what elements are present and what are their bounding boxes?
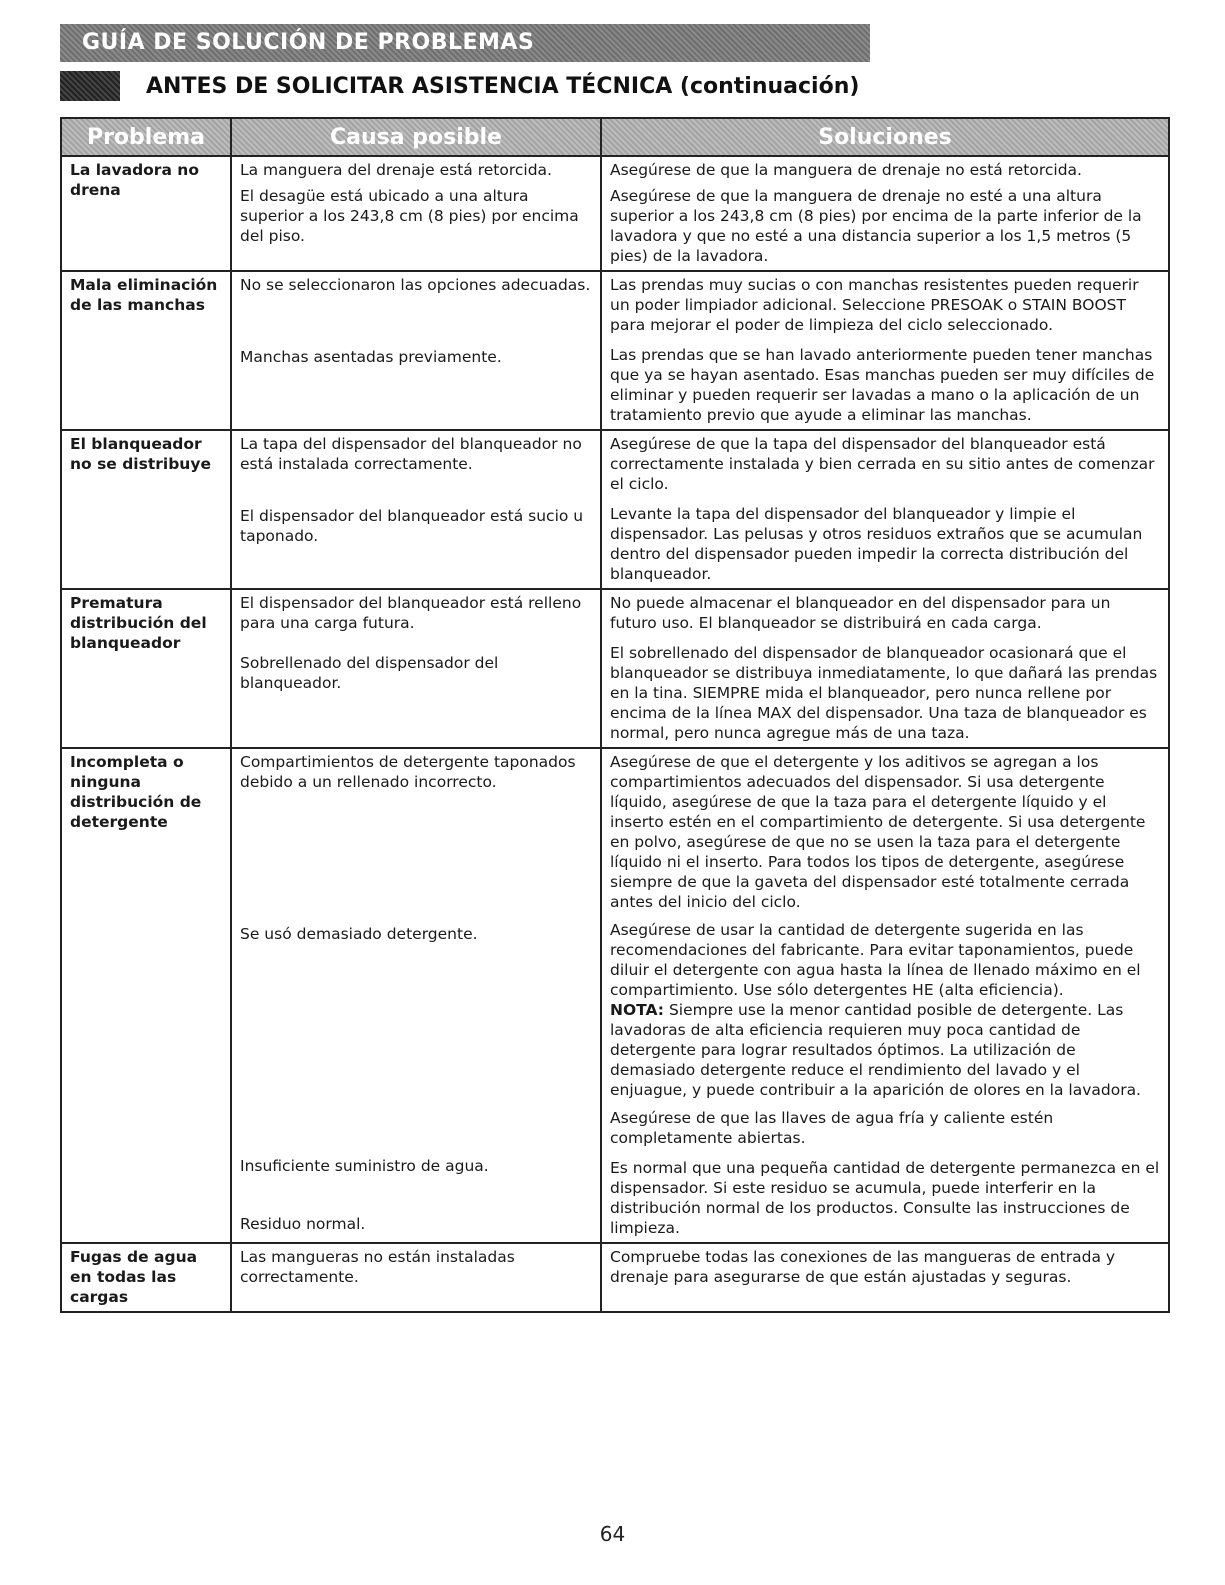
solution-cell	[601, 271, 1169, 430]
note-paragraph	[610, 1000, 1160, 1100]
table-row	[61, 271, 1169, 430]
solution-cell	[601, 748, 1169, 1243]
solution-text: No puede almacenar el blanqueador en del dispensador para un futuro uso. El blanqueador se distribuirá en cada carga.	[610, 594, 1111, 632]
cause-cell	[231, 748, 601, 1243]
note-label: NOTA:	[610, 1001, 665, 1019]
solution-text: Es normal que una pequeña cantidad de detergente permanezca en el dispensador. Si este residuo se acumula, puede interferir en la distribución normal de los productos. Consulte las instrucciones de limpieza.	[610, 1159, 1160, 1237]
solution-text: Asegúrese de que el detergente y los aditivos se agregan a los compartimientos adecuados del dispensador. Si usa detergente líquido, asegúrese de que la taza para el detergente líquido y el inserto estén en el compartimiento de detergente. Si usa detergente en polvo, asegúrese de que no se usen la taza para el detergente líquido ni el inserto. Para todos los tipos de detergente, asegúrese siempre de que la gaveta del dispensador esté totalmente cerrada antes del inicio del ciclo.	[610, 753, 1146, 911]
solution-text: Las prendas muy sucias o con manchas resistentes pueden requerir un poder limpiador adicional. Seleccione PRESOAK o STAIN BOOST para mejorar el poder de limpieza del ciclo seleccionado.	[610, 276, 1139, 334]
problem-cell: Fugas de agua en todas las cargas	[61, 1243, 231, 1312]
cause-text: La manguera del drenaje está retorcida.	[240, 161, 552, 179]
table-header-row	[61, 118, 1169, 156]
troubleshooting-table	[60, 117, 1170, 1313]
cause-text: El desagüe está ubicado a una altura superior a los 243,8 cm (8 pies) por encima del piso.	[240, 187, 579, 245]
problem-cell: La lavadora no drena	[61, 156, 231, 271]
subheader	[60, 66, 859, 106]
cause-text: Insuficiente suministro de agua.	[240, 1157, 489, 1175]
table-row	[61, 589, 1169, 748]
solution-text: Las prendas que se han lavado anteriormente pueden tener manchas que ya se hayan asentado. Esas manchas pueden ser muy difíciles de eliminar y pueden requerir ser lavadas a mano o la aplicación de un tratamiento previo que ayude a eliminar las manchas.	[610, 346, 1155, 424]
subheader-title: ANTES DE SOLICITAR ASISTENCIA TÉCNICA (continuación)	[146, 73, 860, 99]
table-row	[61, 1243, 1169, 1312]
solution-cell	[601, 1243, 1169, 1312]
solution-cell	[601, 589, 1169, 748]
column-header-solution: Soluciones	[601, 118, 1169, 156]
solution-text: Levante la tapa del dispensador del blanqueador y limpie el dispensador. Las pelusas y otros residuos extraños que se acumulan dentro del dispensador pueden impedir la correcta distribución del blanqueador.	[610, 505, 1143, 583]
solution-cell	[601, 430, 1169, 589]
cause-cell	[231, 430, 601, 589]
cause-text: La tapa del dispensador del blanqueador no está instalada correctamente.	[240, 435, 582, 473]
cause-text: El dispensador del blanqueador está sucio u taponado.	[240, 507, 584, 545]
problem-cell: Prematura distribución del blanqueador	[61, 589, 231, 748]
cause-cell	[231, 1243, 601, 1312]
cause-text: Manchas asentadas previamente.	[240, 348, 502, 366]
page-number: 64	[599, 1522, 626, 1546]
solution-text: Asegúrese de que la tapa del dispensador del blanqueador está correctamente instalada y bien cerrada en su sitio antes de comenzar el ciclo.	[610, 435, 1155, 493]
table-row	[61, 430, 1169, 589]
solution-text: Asegúrese de que la manguera de drenaje no esté a una altura superior a los 243,8 cm (8 pies) por encima de la parte inferior de la lavadora y que no esté a una distancia superior a los 1,5 metros (5 pies) de la lavadora.	[610, 187, 1142, 265]
note-text: Siempre use la menor cantidad posible de detergente. Las lavadoras de alta eficiencia requieren muy poca cantidad de detergente para lograr resultados óptimos. La utilización de demasiado detergente reduce el rendimiento del lavado y el enjuague, y puede contribuir a la aparición de olores en la lavadora.	[610, 1001, 1141, 1099]
cause-cell	[231, 271, 601, 430]
section-marker-square	[60, 71, 120, 101]
cause-text: Compartimientos de detergente taponados debido a un rellenado incorrecto.	[240, 753, 576, 791]
cause-cell	[231, 589, 601, 748]
solution-cell	[601, 156, 1169, 271]
solution-text: El sobrellenado del dispensador de blanqueador ocasionará que el blanqueador se distribuya inmediatamente, lo que dañará las prendas en la tina. SIEMPRE mida el blanqueador, pero nunca rellene por encima de la línea MAX del dispensador. Una taza de blanqueador es normal, pero nunca agregue más de una taza.	[610, 644, 1158, 742]
solution-text: Asegúrese de que las llaves de agua fría y caliente estén completamente abiertas.	[610, 1109, 1054, 1147]
problem-cell: El blanqueador no se distribuye	[61, 430, 231, 589]
column-header-problem: Problema	[61, 118, 231, 156]
table-row	[61, 156, 1169, 271]
problem-cell: Incompleta o ninguna distribución de detergente	[61, 748, 231, 1243]
column-header-cause: Causa posible	[231, 118, 601, 156]
solution-text: Compruebe todas las conexiones de las mangueras de entrada y drenaje para asegurarse de que están ajustadas y seguras.	[610, 1248, 1116, 1286]
solution-text: Asegúrese de que la manguera de drenaje no está retorcida.	[610, 161, 1082, 179]
problem-cell: Mala eliminación de las manchas	[61, 271, 231, 430]
solution-text: Asegúrese de usar la cantidad de detergente sugerida en las recomendaciones del fabricante. Para evitar taponamientos, puede diluir el detergente con agua hasta la línea de llenado máximo en el compartimiento. Use sólo detergentes HE (alta eficiencia).	[610, 921, 1141, 999]
cause-text: Residuo normal.	[240, 1215, 366, 1233]
cause-text: El dispensador del blanqueador está relleno para una carga futura.	[240, 594, 582, 632]
section-banner: GUÍA DE SOLUCIÓN DE PROBLEMAS	[60, 24, 870, 62]
cause-text: Se usó demasiado detergente.	[240, 925, 478, 943]
cause-cell	[231, 156, 601, 271]
table-row	[61, 748, 1169, 1243]
cause-text: No se seleccionaron las opciones adecuadas.	[240, 276, 591, 294]
cause-text: Sobrellenado del dispensador del blanqueador.	[240, 654, 499, 692]
cause-text: Las mangueras no están instaladas correctamente.	[240, 1248, 515, 1286]
